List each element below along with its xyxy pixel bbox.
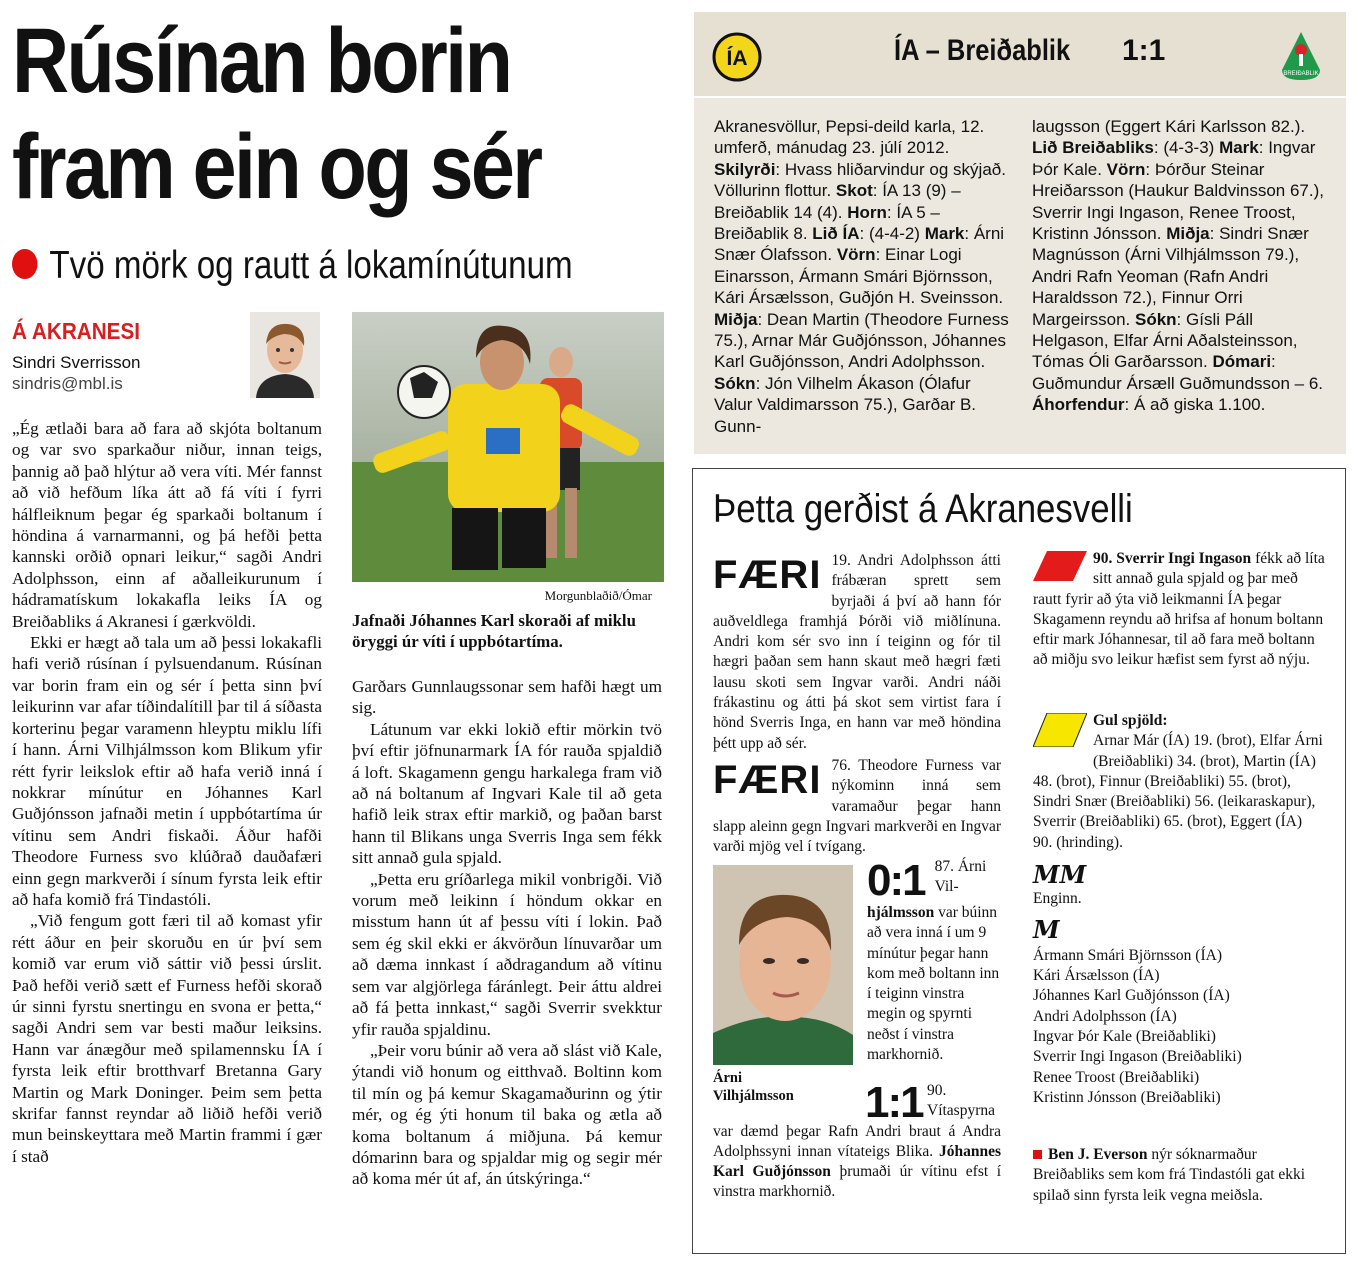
- goal-text: 90. Vítaspyrna var dæmd þegar Rafn Andri braut á Andra Adolphssyni innan vítateigs Blika.: [713, 1082, 1001, 1160]
- info-label: Skilyrði: [714, 159, 776, 179]
- info-text: : Árni Snær Ólafsson.: [714, 224, 1005, 265]
- match-info-right: [1032, 116, 1326, 416]
- goal-scorer: hjálmsson: [867, 904, 935, 921]
- paragraph: Látunum var ekki lokið eftir mörkin tvö því eftir jöfnunarmark ÍA fór rauða spjaldið á loft. Skagamenn gengu harkalega fram við að ná boltanum af Ingvari Kale til að geta hafið leik strax eftir markið, og þaðan barst hann til Blikans unga Sverris Inga sem fékk sitt annað gula spjald.: [352, 719, 662, 868]
- match-photo: [352, 312, 664, 582]
- svg-text:BREIÐABLIK: BREIÐABLIK: [1283, 71, 1319, 77]
- chance-label: FÆRI: [713, 553, 822, 597]
- yellow-cards-label: Gul spjöld:: [1093, 712, 1168, 729]
- player-photo: [713, 865, 853, 1065]
- events-title: Þetta gerðist á Akranesvelli: [713, 487, 1133, 531]
- info-text: laugsson (Eggert Kári Karlsson 82.).: [1032, 117, 1306, 136]
- player-photo-caption: Árni Vilhjálmsson: [713, 1070, 794, 1104]
- breidablik-logo-icon: [1280, 30, 1322, 87]
- info-text: : Þórður Steinar Hreiðarsson (Haukur Baldvinsson 67.), Sverrir Ingi Ingason, Renee Troost, Kristinn Jónsson.: [1032, 159, 1324, 244]
- yellow-cards: [1033, 711, 1325, 853]
- info-label: Vörn: [1106, 159, 1146, 179]
- chance-2: [713, 756, 1001, 857]
- subhead: [12, 244, 573, 288]
- chance-text: 19. Andri Adolphsson átti frábæran sprett sem byrjaði á því að hann fór auðveldlega framhjá Þórði við miðlínuna. Andri kom sér svo inn í teiginn og fór til hægri þaðan sem hann skaut með hægri fæti lausu skoti sem Ingvar varði. Andri náði frákastinu og átti þá skot sem virtist fara í hönd Sverris Inga, en hann var með höndina þétt upp að sér.: [713, 552, 1001, 752]
- match-title: ÍA – Breiðablik: [894, 34, 1071, 67]
- headline: [12, 8, 588, 220]
- article-column-1: [12, 418, 322, 1167]
- photo-caption: Jafnaði Jóhannes Karl skoraði af miklu öryggi úr víti í uppbótartíma.: [352, 611, 636, 651]
- list-item: Renee Troost (Breiðabliki): [1033, 1068, 1200, 1086]
- info-label: Dómari: [1212, 352, 1272, 372]
- info-text: : Gísli Páll Helgason, Elfar Árni Aðalsteinsson, Tómas Óli Garðarsson.: [1032, 309, 1298, 372]
- events-left-column: [713, 551, 1001, 857]
- info-label: Skot: [835, 181, 873, 201]
- byline-name: Sindri Sverrisson: [12, 353, 141, 372]
- mm-label: MM: [1033, 860, 1087, 889]
- svg-text:ÍA: ÍA: [726, 47, 748, 70]
- info-text: : Einar Logi Einarsson, Ármann Smári Björnsson, Kári Ársælsson, Guðjón H. Sveinsson.: [714, 245, 1004, 308]
- info-label: Sókn: [714, 373, 756, 393]
- photo-credit: Morgunblaðið/Ómar: [544, 588, 652, 603]
- yellow-cards-text: Arnar Már (ÍA) 19. (brot), Elfar Árni (Breiðabliki) 34. (brot), Martin (ÍA) 48. (brot), Finnur (Breiðabliki) 55. (brot), Sindri Snær (Breiðabliki) 56. (leikaraskapur), Sverrir (Breiðabliki) 65. (brot), Eggert (ÍA) 90. (hrinding).: [1033, 732, 1323, 851]
- article-column-2: [352, 676, 662, 1190]
- info-label: Vörn: [836, 245, 876, 265]
- note: [1033, 1145, 1325, 1206]
- list-item: Ingvar Þór Kale (Breiðabliki): [1033, 1028, 1216, 1046]
- paragraph: „Ég ætlaði bara að fara að skjóta boltanum og var svo sparkaður niður, innan teigs, þannig að það hlýtur að vera víti. Mér fannst að við hefðum líka átt að fá víti í fyrri hálfleiknum þegar ég sparkaði boltanum í höndina á varnarmanni, og þá hefði þetta kannski orðið opnari leikur,“ sagði Andri Adolphsson, einn af aðalleikurunum í hádramatískum lokakafla leiks ÍA og Breiðabliks á Akranesi í gærkvöldi.: [12, 419, 322, 631]
- yellow-card-icon: [1033, 713, 1087, 753]
- red-card-text: fékk að líta sitt annað gula spjald og þar með rautt fyrir að ýta við leikmanni ÍA þegar Skagamenn reyndu að hrifsa af honum boltann eftir mark Jóhannesar, til að fara með boltann að miðju svo leikur hæfist sem fyrst að nýju.: [1033, 550, 1325, 669]
- info-label: Miðja: [714, 309, 758, 329]
- info-label: Mark: [924, 224, 965, 244]
- list-item: Jóhannes Karl Guðjónsson (ÍA): [1033, 987, 1230, 1005]
- info-text: : Sindri Snær Magnússon (Árni Vilhjálmsson 79.), Andri Rafn Yeoman (Rafn Andri Haraldsson 72.), Finnur Orri Margeirsson.: [1032, 224, 1309, 329]
- match-info-left: [714, 116, 1010, 437]
- info-text: : Jón Vilhelm Ákason (Ólafur Valur Valdimarsson 75.), Garðar B. Gunn-: [714, 373, 977, 436]
- red-card-icon: [1033, 551, 1087, 587]
- ia-logo-icon: [712, 32, 762, 87]
- goal-text: þrumaði úr vítinu efst í vinstra markhornið.: [713, 1163, 1001, 1201]
- paragraph: Ekki er hægt að tala um að þessi lokakafli hafi verið rúsínan í pylsuendanum. Rúsínan var borin fram ein og sér í þetta sinn því leikurinn var afar tíðindalítill þar til á síðasta korterinu þegar varamenn hleyptu miklu lífi í hann. Árni Vilhjálmsson kom Blikum yfir rétt fyrir leikslok eftir að hafa verið inná í nokkrar mínútur en Jóhannes Karl Guðjónsson jafnaði metin í uppbótartíma úr vítinu sem Andri fiskaði. Áður hafði Theodore Furness svo klúðrað dauðafæri einn gegn markverði í sínum fyrsta leik eftir að hafa komið frá Tindastóli.: [12, 633, 322, 909]
- goal-score: 0:1: [867, 856, 925, 905]
- match-info-box: [694, 12, 1346, 454]
- paragraph: Garðars Gunnlaugssonar sem hafði hægt um sig.: [352, 677, 662, 718]
- byline-location: Á AKRANESI: [12, 318, 141, 344]
- m-list: [1033, 946, 1325, 1108]
- list-item: Andri Adolphsson (ÍA): [1033, 1007, 1177, 1025]
- byline-email[interactable]: sindris@mbl.is: [12, 374, 123, 393]
- info-label: Miðja: [1166, 224, 1210, 244]
- info-text: : (4-4-2): [859, 224, 925, 244]
- goal-text: 87. Árni Vil-: [934, 858, 987, 896]
- mm-section: [1033, 860, 1325, 1108]
- headline-line-1: Rúsínan borin: [12, 10, 511, 112]
- events-box: [692, 468, 1346, 1254]
- info-intro: Akranesvöllur, Pepsi-deild karla, 12. umferð, mánudag 23. júlí 2012.: [714, 117, 985, 158]
- bullet-dot-icon: [12, 249, 38, 279]
- info-text: : Ingvar Þór Kale.: [1032, 138, 1316, 179]
- goal-score: 1:1: [865, 1078, 923, 1127]
- info-label: Horn: [847, 202, 887, 222]
- author-avatar: [250, 312, 320, 398]
- subhead-text: Tvö mörk og rautt á lokamínútunum: [49, 244, 573, 287]
- match-header: [694, 12, 1346, 98]
- list-item: Sverrir Ingi Ingason (Breiðabliki): [1033, 1048, 1242, 1066]
- info-label: Lið ÍA: [812, 224, 860, 244]
- note-name: Ben J. Everson: [1048, 1146, 1148, 1163]
- chance-text: 76. Theodore Furness var nýkominn inná sem varamaður þegar hann slapp aleinn gegn Ingvari markverði en Ingvar varði mjög vel í tvígang.: [713, 756, 1001, 856]
- match-score: 1:1: [1122, 34, 1166, 67]
- list-item: Ármann Smári Björnsson (ÍA): [1033, 946, 1222, 964]
- list-item: Kristinn Jónsson (Breiðabliki): [1033, 1088, 1221, 1106]
- headline-line-2: fram ein og sér: [12, 116, 541, 218]
- paragraph: „Við fengum gott færi til að komast yfir rétt áður en þeir skoruðu en úr því sem komið var erum við sáttir við þessi úrslit. Það hefði verið sætt ef Furness hefði skorað úr sinni fyrstu snertingu en svona er þetta,“ sagði Andri sem var besti maður leiksins. Hann var ánægður með spilamennsku ÍA í fyrsta leik eftir brotthvarf Bretanna Gary Martin og Mark Doninger. Þeim sem þetta skrifar fannst reyndar að liðið hefði verið mun beinskeyttara með Martin frammi í gær í stað: [12, 911, 322, 1166]
- info-label: Lið Breiðabliks: [1032, 138, 1154, 158]
- goal-scorer: Jóhannes Karl Guðjónsson: [713, 1142, 1001, 1181]
- info-text: : Hvass hliðarvindur og skýjað. Völlurinn flottur.: [714, 159, 1006, 201]
- info-label: Sókn: [1134, 309, 1177, 329]
- chance-1: [713, 551, 1001, 754]
- red-card-player: 90. Sverrir Ingi Ingason: [1093, 550, 1252, 567]
- m-label: M: [1033, 914, 1060, 944]
- info-text: : (4-3-3): [1153, 138, 1220, 158]
- note-square-icon: [1033, 1150, 1042, 1159]
- paragraph: „Þetta eru gríðarlega mikil vonbrigði. Við vorum með leikinn í höndum okkar en misstum hann út af þessu víti í lokin. Það sem ég skil ekki er ákvörðun línuvarðar um að dæma innkast í aðdragandum að vítinu sem var algjörlega fáránlegt. Þeir áttu aldrei að fá þetta innkast,“ sagði Sverrir svekktur yfir rauða spjaldinu.: [352, 869, 662, 1039]
- red-card-event: [1033, 549, 1325, 671]
- info-text: : Guðmundur Ársæll Guðmundsson – 6.: [1032, 352, 1324, 393]
- info-text: : ÍA 5 – Breiðablik 8.: [714, 202, 940, 244]
- info-label: Áhorfendur: [1032, 395, 1125, 415]
- info-label: Mark: [1219, 138, 1259, 158]
- list-item: Kári Ársælsson (ÍA): [1033, 967, 1160, 985]
- note-text: nýr sóknarmaður Breiðabliks sem kom frá Tindastóli gat ekki spilað sinn fyrsta leik vegna meiðsla.: [1033, 1146, 1306, 1204]
- mm-text: Enginn.: [1033, 890, 1082, 908]
- info-text: : Á að giska 1.100.: [1124, 395, 1266, 415]
- byline: [12, 352, 141, 394]
- info-text: : ÍA 13 (9) – Breiðablik 14 (4).: [714, 181, 961, 222]
- paragraph: „Þeir voru búnir að vera að slást við Kale, ýtandi við honum og eitthvað. Boltinn kom til mín og þá kemur Skagamaðurinn og ýtir mér, og ég ýti honum til baka og ætla að koma boltanum á miðjuna. Þá kemur dómarinn bara og spjaldar mig og segir mér að koma mér út af, án útskýringa.“: [352, 1040, 662, 1189]
- chance-label: FÆRI: [713, 757, 822, 802]
- goal-text: var búinn að vera inná í um 9 mínútur þegar hann kom með boltann inn í teiginn vinstra megin og spyrnti neðst í vinstra markhornið.: [867, 904, 1000, 1064]
- goal-1: [867, 857, 1001, 1065]
- info-text: : Dean Martin (Theodore Furness 75.), Arnar Már Guðjónsson, Jóhannes Karl Guðjónsson, Andri Adolphsson.: [714, 309, 1009, 372]
- goal-2-text: [713, 1078, 1001, 1203]
